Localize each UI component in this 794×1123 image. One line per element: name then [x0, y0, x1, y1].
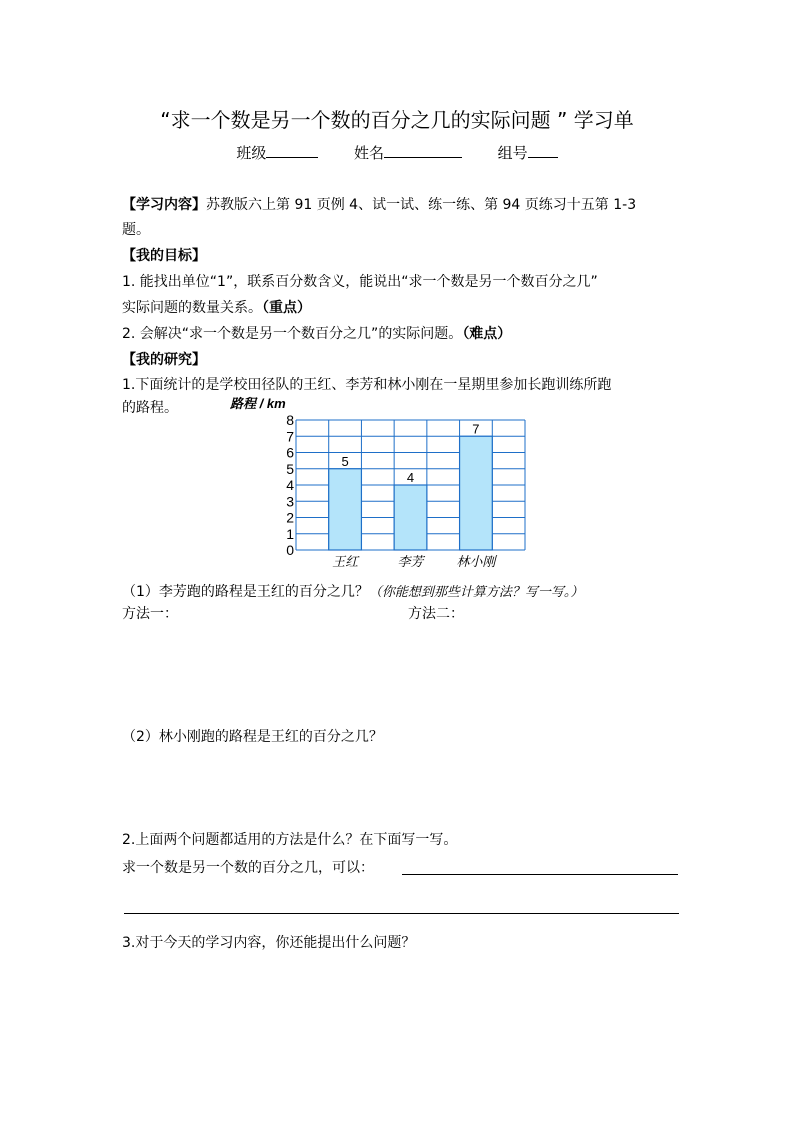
data-label: 7 [472, 421, 480, 437]
method-2-label: 方法二： [408, 606, 464, 622]
data-label: 5 [341, 453, 349, 469]
page-title: “求一个数是另一个数的百分之几的实际问题 ” 学习单 [160, 108, 634, 132]
answer-line-1[interactable] [402, 874, 678, 875]
data-label: 4 [406, 470, 415, 485]
goal-2 [122, 323, 511, 343]
content-text: 苏教版六上第 91 页例 4、试一试、练一练、第 94 页练习十五第 1-3 [206, 197, 637, 213]
y-tick-label: 3 [286, 493, 294, 510]
goal-1-line-1: 1. 能找出单位“1”，联系百分数含义，能说出“求一个数是另一个数百分之几” [122, 274, 598, 290]
goals-heading: 【我的目标】 [122, 248, 206, 264]
y-tick-label: 4 [286, 477, 294, 493]
y-tick-label: 8 [286, 412, 294, 428]
content-line-1 [122, 194, 636, 214]
student-info-row [0, 142, 794, 163]
name-blank[interactable] [384, 143, 462, 158]
research-heading: 【我的研究】 [122, 352, 206, 368]
content-line-2: 题。 [122, 222, 150, 238]
class-label: 班级 [236, 144, 267, 162]
goal-2-text: 2. 会解决“求一个数是另一个数百分之几”的实际问题。 [122, 326, 463, 342]
goal-1-text: 实际问题的数量关系。 [122, 300, 262, 316]
category-label: 王红 [332, 554, 359, 569]
y-tick-label: 1 [286, 525, 294, 542]
sub-question-2: （2）林小刚跑的路程是王红的百分之几？ [122, 729, 383, 745]
sub-question-1-hint: （你能想到那些计算方法？写一写。） [368, 585, 584, 600]
bar-chart [215, 392, 540, 574]
name-label: 姓名 [353, 144, 384, 162]
goal-1-tag: （重点） [262, 300, 311, 316]
answer-line-2[interactable] [124, 913, 679, 914]
bar-3 [460, 436, 493, 550]
y-axis-label: 路程 / km [230, 396, 286, 411]
y-tick-label: 5 [286, 460, 294, 477]
group-blank[interactable] [528, 143, 558, 158]
question-2: 2.上面两个问题都适用的方法是什么？在下面写一写。 [122, 832, 458, 848]
goal-2-tag: （难点） [462, 326, 512, 342]
goal-1-line-2 [122, 297, 311, 317]
content-heading: 【学习内容】 [122, 197, 206, 213]
question-3: 3.对于今天的学习内容，你还能提出什么问题？ [122, 935, 416, 951]
y-tick-label: 0 [286, 542, 294, 558]
y-tick-label: 2 [286, 509, 294, 526]
question-1-line-1: 1.下面统计的是学校田径队的王红、李芳和林小刚在一星期里参加长跑训练所跑 [122, 377, 612, 393]
category-label: 李芳 [397, 554, 424, 569]
bar-1 [329, 469, 362, 550]
y-tick-label: 7 [286, 428, 294, 445]
sub-question-1 [122, 581, 583, 601]
class-blank[interactable] [266, 143, 318, 158]
question-1-line-2: 的路程。 [122, 400, 178, 416]
method-1-label: 方法一： [122, 606, 178, 622]
sub-question-1-text: （1）李芳跑的路程是王红的百分之几？ [122, 584, 369, 600]
bar-2 [394, 485, 427, 550]
group-label: 组号 [497, 144, 528, 162]
y-tick-label: 6 [286, 444, 294, 461]
category-label: 林小刚 [456, 554, 496, 569]
question-2-fill-prompt: 求一个数是另一个数的百分之几，可以： [122, 860, 374, 876]
